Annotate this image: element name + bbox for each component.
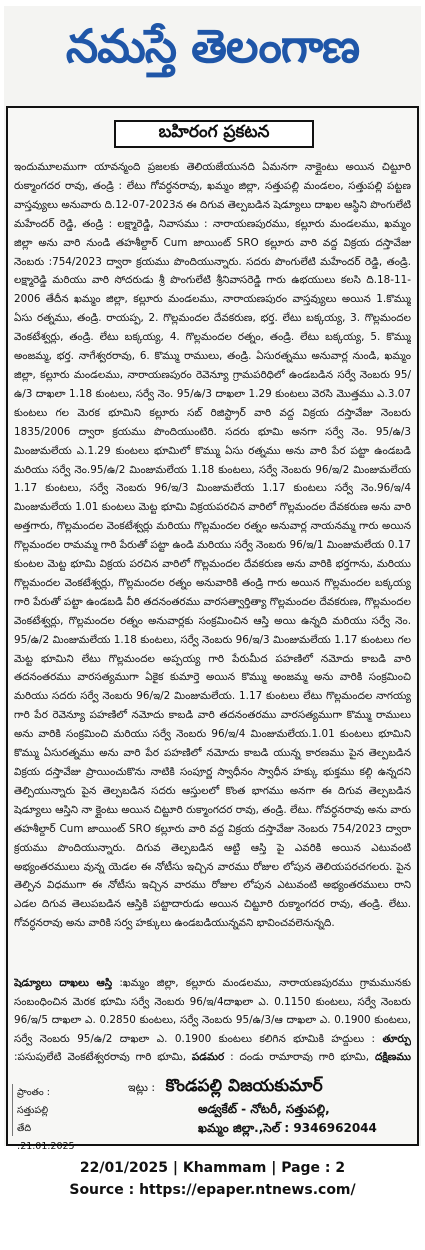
public-notice — [6, 106, 419, 1152]
west-label: పడమర — [191, 1051, 225, 1063]
signature-prefix: ఇట్లు : — [128, 1081, 156, 1094]
date-text: తేది :21.01.2025 — [17, 1123, 75, 1152]
page-footer — [0, 1160, 425, 1198]
south-label: దక్షిణము — [375, 1051, 411, 1063]
place-date-box — [12, 1084, 79, 1152]
notice-heading-box — [114, 120, 314, 148]
signatory-designation: అడ్వకేట్ - నోటరీ, సత్తుపల్లి, — [198, 1102, 330, 1116]
east-text: :పసుపులేటి వెంకటేశ్వరరావు గారి భూమి, — [14, 1051, 186, 1063]
notice-body-paragraph: ఇందుమూలముగా యావన్మంది ప్రజలకు తెలియజేయునది ఏమనగా నాక్లైంటు అయిన చిట్టూరి రుక్మాంగదర రావు, తండ్రి : లేటు గోవర్ధనరావు, ఖమ్మం జిల్లా, సత్తుపల్లి మండలం, సత్తుపల్లి పట్టణ వాస్తవ్యులు అనువారు ది.12-07-2023న ఈ దిగువ తెల్పబడిన షెడ్యూలు దాఖల ఆస్థిని పొంగులేటి మహేందర్ రెడ్డి, తండ్రి : లక్ష్మారెడ్డి, నివాసము : నారాయణపురము, కల్లూరు మండలము, ఖమ్మం జిల్లా అను వారి నుండి తహశీల్దార్ Cum జాయింట్ SRO కల్లూరు వారి వద్ద విక్రయ దస్తావేజు నెంబరు :754/2023 ద్వారా క్రయము పొందియున్నారు. సదరు పొంగులేటి మహేందర్ రెడ్డి, తండ్రి. లక్ష్మారెడ్డి మరియు వారి సోదరుడు శ్రీ పొంగులేటి శ్రీనివాసరెడ్డి గారు ఉభయులు కలసి ది.18-11-2006 తేదీన ఖమ్మం జిల్లా, కల్లూరు మండలము, నారాయణపురం వాస్తవ్యులు అయిన 1.కొమ్ము ఏసు రత్నము, తండ్రి. రాయప్ప, 2. గొల్లమందల దేవకరుణ, భర్త. లేటు బక్కయ్య, 3. గొల్లమందల వెంకటేశ్వర్లు, తండ్రి. లేటు బక్కయ్య, 4. గొల్లమందల రత్నం, తండ్రి. లేటు బక్కయ్య, 5. కొమ్ము అంజమ్మ, భర్త. నాగేశ్వరరావు, 6. కొమ్ము రాములు, తండ్రి. ఏసురత్నము అనువార్ల నుండి, ఖమ్మం జిల్లా, కల్లూరు మండలము, నారాయణపురం రెవెన్యూ గ్రామపరిధిలో ఉండబడిన సర్వే నెంబరు 95/ఉ/3 దాఖలా 1.18 కుంటలు, సర్వే నెం. 95/ఉ/3 దాఖలా 1.29 కుంటలు వెరసి మొత్తము ఎ.3.07 కుంటలు గల మెరక భూమిని కల్లూరు సబ్ రిజిస్ట్రార్ వారి వద్ద విక్రయ దస్తావేజు నెంబరు 1835/2006 ద్వారా క్రయము పొందియుంటిరి. సదరు భూమి అనగా సర్వే నెం. 95/ఉ/3 మింజుమలేయ ఎ.1.29 కుంటలు భూమిలో కొమ్ము ఏసు రత్నము అను వారి పేర పట్టా ఉండబడి మరియు సర్వే నెం.95/ఉ/2 మింజుమలేయ 1.18 కుంటలు, సర్వే నెంబరు 96/ఇ/2 మింజుమలేయ 1.17 కుంటలు, సర్వే నెంబరు 96/ఇ/3 మింజుమలేయ 1.17 కుంటలు సర్వే నెం.96/ఇ/4 మింజుమలేయ 1.01 కుంటలు మెట్ట భూమి విక్రయపరచిన వారిలో గొల్లమందల దేవకరుణ అను వారి అత్తగారు, గొల్లమందల వెంకటేశ్వర్లు మరియు గొల్లమందల రత్నం అనువార్ల నాయనమ్మ గారు అయిన గొల్లమందల రామమ్మ గారి పేరుతో పట్టా ఉండి మరియు సర్వే నెంబరు 96/ఇ/1 మింజుమలేయ 0.17 కుంటల మెట్ట భూమి విక్రయ పరచిన వారిలో గొల్లమందల దేవకరుణ అను వారికి భర్తగాను, మరియు గొల్లమందల వెంకటేశ్వర్లు, గొల్లమందల రత్నం అనువారికి తండ్రి గారు అయిన గొల్లమందల బక్కయ్య గారి పేరుతో పట్టా ఉండబడి వీరి తదనంతరము వారసత్వార్తిత్యా గొల్లమందల దేవకరుణ, గొల్లమందల వెంకటేశ్వర్లు, గొల్లమందల రత్నం అనువార్లకు సంక్రమించిన ఆస్తి అయి ఉన్నది మరియు సర్వే నెం. 95/ఉ/2 మింజుమలేయ 1.18 కుంటలు, సర్వే నెంబరు 96/ఇ/3 మింజుమలేయ 1.17 కుంటలు గల మెట్ట భూమిని లేటు గొల్లమందల అప్పయ్య గారి పేరుమీద పహణిలో నమోదు కాబడి వారి తదనంతరము వారసత్యముగా ఏకైక కుమార్తె అయిన కొమ్ము అంజమ్మ అను వారికి సంక్రమించి మరియు సదరు సర్వే నెంబరు 96/ఇ/2 మింజుమలేయ. 1.17 కుంటలు లేటు గొల్లమందల నాగయ్య గారి పేర రెవెన్యూ పహణిలో నమోదు కాబడి వారి తదనంతరము వారసత్యముగా కొమ్ము రాములు అను వారికి సంక్రమించి మరియు సర్వే నెంబరు 96/ఇ/4 మింజుమలేయ.1.01 కుంటలు భూమిని కొమ్ము ఏసురత్నము అను వారి పేర పహణిలో నమోదు కాబడి యున్న కారణము పైన తెల్పబడిన విక్రయ దస్తావేజు ప్రాయించుకొను నాటికి సంపూర్ణ స్వాధీనం స్వాధీన హక్కు భుక్తము కల్గి ఉన్నదని తెల్పియున్నారు పైన తెల్పబడిన సదరు ఆస్తులలో కొంత భాగము అనగా ఈ దిగువ తెల్పబడిన షెడ్యూలు ఆస్తిని నా క్లైంటు అయిన చిట్టూరి రుక్మాంగదర రావు, తండ్రి. లేటు. గోవర్ధనరావు అను వారు తహశీల్దార్ Cum జాయింట్ SRO కల్లూరు వారి వద్ద విక్రయ దస్తావేజు నెంబరు 754/2023 ద్వారా క్రయము పొందియున్నారు. దిగువ తెల్పబడిన ఆట్టి ఆస్తి పై ఎవరికి అయిన ఎటువంటి అభ్యంతరములు వున్న యెడల ఈ నోటీసు ఇచ్చిన వారము రోజుల లోపున తెలియపరచగలరు. పైన తెల్పిన విధముగా ఈ నోటీసు ఇచ్చిన వారము రోజుల లోపున ఎటువంటి అభ్యంతరములు రాని ఎడల దిగువ తెలుపబడిన ఆస్తికి పట్టాదారుడు అయిన చిట్టూరి రుక్మాంగదర రావు, తండ్రి. లేటు. గోవర్ధనరావు అను వారికి సర్వ హక్కులు ఉండబడియున్నవని భావించవలెనున్నది. — [14, 161, 411, 930]
footer-date-line: 22/01/2025 | Khammam | Page : 2 — [79, 1160, 346, 1176]
masthead — [4, 6, 421, 98]
newspaper-clipping — [4, 6, 421, 1152]
notice-body — [14, 158, 411, 933]
notice-heading: బహిరంగ ప్రకటన — [158, 122, 270, 142]
schedule-paragraph — [14, 974, 411, 1067]
west-text: : దండు రామారావు గారి భూమి, — [230, 1051, 370, 1063]
east-label: తూర్పు — [382, 1032, 411, 1045]
schedule-text: :ఖమ్మం జిల్లా, కల్లూరు మండలము, నారాయణపురము గ్రామమునకు సంబంధించిన మెరక భూమి సర్వే నెంబరు 96/ఇ/4దాఖలా ఎ. 0.1150 కుంటలు, సర్వే నెంబరు 96/ఇ/5 దాఖలా ఎ. 0.2850 కుంటలు, సర్వే నెంబరు 95/ఉ/3/ఆ దాఖలా ఎ. 0.1900 కుంటలు, సర్వే నెంబరు 95/ఉ/2 దాఖలా ఎ. 0.1900 కుంటలు కలిగిన భూమికి హద్దులు : — [14, 977, 411, 1045]
footer-source-line: Source : https://epaper.ntnews.com/ — [69, 1182, 356, 1198]
signatory-name: కొండపల్లి విజయకుమార్ — [165, 1076, 323, 1096]
place-text: ప్రాంతం : సత్తుపల్లి — [17, 1087, 50, 1116]
signature-block — [128, 1076, 416, 1138]
signature-name-line — [128, 1076, 416, 1100]
signatory-contact: ఖమ్మం జిల్లా.,సెల్ : 9346962044 — [198, 1121, 377, 1135]
masthead-title: నమస్తే తెలంగాణ — [65, 19, 360, 73]
schedule-label: షెడ్యూలు దాఖలు ఆస్తి — [14, 977, 113, 989]
